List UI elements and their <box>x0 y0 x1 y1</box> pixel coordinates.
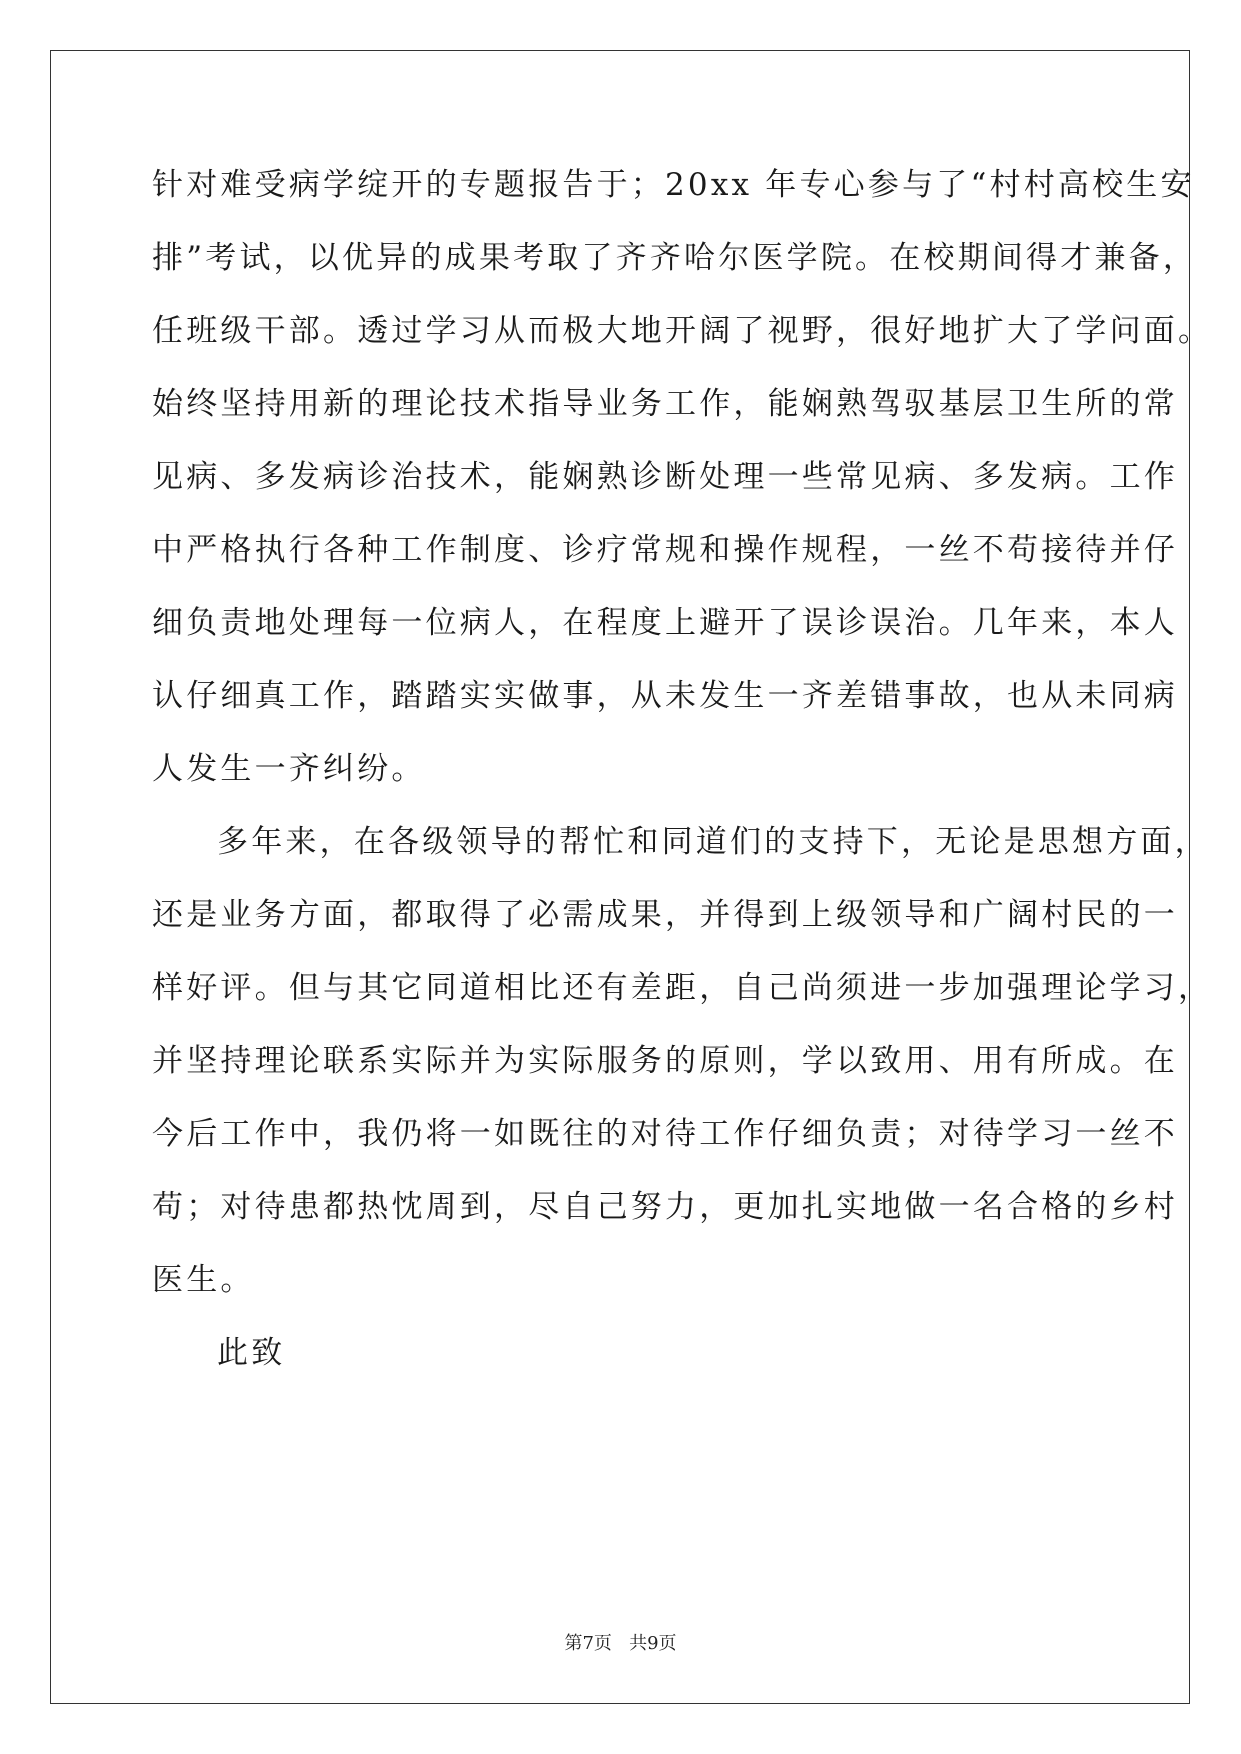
page-number: 第7页 <box>564 1633 612 1654</box>
text-line: 始终坚持用新的理论技术指导业务工作，能娴熟驾驭基层卫生所的常 <box>152 386 1178 422</box>
page-total: 共9页 <box>629 1633 677 1654</box>
paragraph-start-line: 多年来，在各级领导的帮忙和同道们的支持下，无论是思想方面， <box>217 824 1209 860</box>
text-line: 苟；对待患都热忱周到，尽自己努力，更加扎实地做一名合格的乡村 <box>152 1189 1178 1225</box>
text-line: 今后工作中，我仍将一如既往的对待工作仔细负责；对待学习一丝不 <box>152 1116 1178 1152</box>
text-line: 中严格执行各种工作制度、诊疗常规和操作规程，一丝不苟接待并仔 <box>152 532 1178 568</box>
page-frame <box>50 50 1190 1704</box>
closing-salutation: 此致 <box>217 1335 286 1371</box>
text-line: 排”考试，以优异的成果考取了齐齐哈尔医学院。在校期间得才兼备， <box>152 240 1198 276</box>
text-line: 细负责地处理每一位病人，在程度上避开了误诊误治。几年来，本人 <box>152 605 1178 641</box>
text-line: 针对难受病学绽开的专题报告于；20xx 年专心参与了“村村高校生安 <box>152 167 1195 203</box>
text-line: 人发生一齐纠纷。 <box>152 751 426 787</box>
text-line: 任班级干部。透过学习从而极大地开阔了视野，很好地扩大了学问面。 <box>152 313 1213 349</box>
text-line: 医生。 <box>152 1262 255 1298</box>
text-line: 还是业务方面，都取得了必需成果，并得到上级领导和广阔村民的一 <box>152 897 1178 933</box>
text-line: 样好评。但与其它同道相比还有差距，自己尚须进一步加强理论学习， <box>152 970 1213 1006</box>
text-line: 见病、多发病诊治技术，能娴熟诊断处理一些常见病、多发病。工作 <box>152 459 1178 495</box>
text-line: 并坚持理论联系实际并为实际服务的原则，学以致用、用有所成。在 <box>152 1043 1178 1079</box>
page-footer <box>0 1633 1241 1655</box>
text-line: 认仔细真工作，踏踏实实做事，从未发生一齐差错事故，也从未同病 <box>152 678 1178 714</box>
